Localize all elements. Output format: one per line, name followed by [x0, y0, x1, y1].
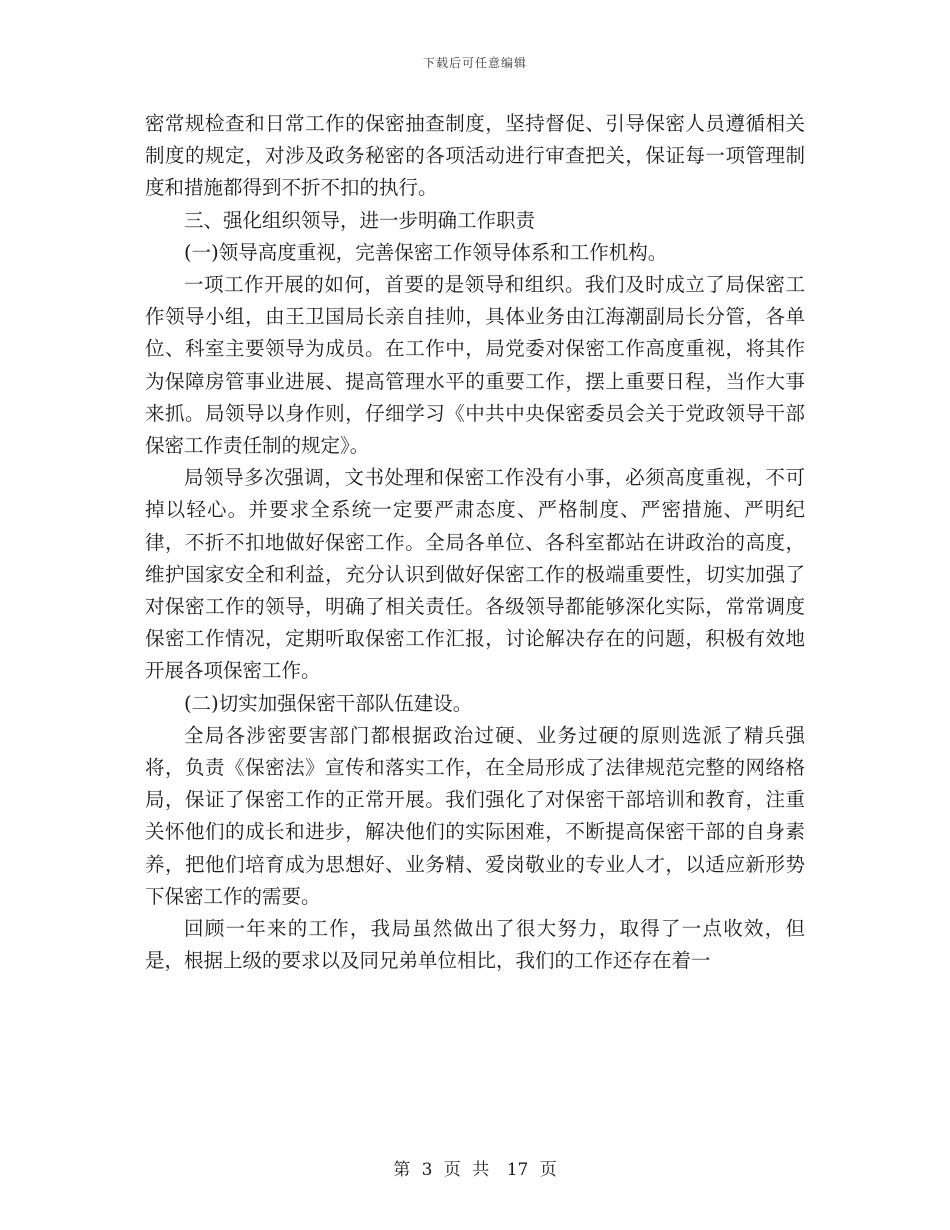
paragraph: 回顾一年来的工作，我局虽然做出了很大努力，取得了一点收效，但是，根据上级的要求以及同兄弟单位相比，我们的工作还存在着一 [145, 917, 805, 973]
paragraph: 密常规检查和日常工作的保密抽查制度，坚持督促、引导保密人员遵循相关制度的规定，对涉及政务秘密的各项活动进行审查把关，保证每一项管理制度和措施都得到不折不扣的执行。 [145, 112, 805, 200]
subsection-heading: (二)切实加强保密干部队伍建设。 [184, 691, 473, 715]
page-number-mid: 页 [443, 1160, 461, 1180]
subsection-heading: (一)领导高度重视，完善保密工作领导体系和工作机构。 [184, 240, 668, 264]
paragraph: 局领导多次强调，文书处理和保密工作没有小事，必须高度重视，不可掉以轻心。并要求全系统一定要严肃态度、严格制度、严密措施、严明纪律，不折不扣地做好保密工作。全局各单位、各科室都站在讲政治的高度，维护国家安全和利益，充分认识到做好保密工作的极端重要性，切实加强了对保密工作的领导，明确了相关责任。各级领导都能够深化实际，常常调度保密工作情况，定期听取保密工作汇报，讨论解决存在的问题，积极有效地开展各项保密工作。 [145, 466, 805, 683]
page-number-prefix: 第 [393, 1160, 411, 1180]
page-total-label: 共 [472, 1160, 490, 1180]
page-number-current: 3 [421, 1160, 433, 1180]
page-number-suffix: 页 [539, 1160, 557, 1180]
paragraph: 一项工作开展的如何，首要的是领导和组织。我们及时成立了局保密工作领导小组，由王卫国局长亲自挂帅，具体业务由江海潮副局长分管，各单位、科室主要领导为成员。在工作中，局党委对保密工作高度重视，将其作为保障房管事业进展、提高管理水平的重要工作，摆上重要日程，当作大事来抓。局领导以身作则，仔细学习《中共中央保密委员会关于党政领导干部保密工作责任制的规定》。 [145, 273, 805, 458]
paragraph: 全局各涉密要害部门都根据政治过硬、业务过硬的原则选派了精兵强将，负责《保密法》宣传和落实工作，在全局形成了法律规范完整的网络格局，保证了保密工作的正常开展。我们强化了对保密干部培训和教育，注重关怀他们的成长和进步，解决他们的实际困难，不断提高保密干部的自身素养，把他们培育成为思想好、业务精、爱岗敬业的专业人才，以适应新形势下保密工作的需要。 [145, 723, 805, 908]
page-header-note: 下载后可任意编辑 [422, 56, 527, 70]
page-footer [0, 1155, 950, 1180]
document-body [145, 108, 805, 977]
section-heading: 三、强化组织领导，进一步明确工作职责 [184, 208, 536, 232]
page-number-total: 17 [506, 1160, 529, 1180]
